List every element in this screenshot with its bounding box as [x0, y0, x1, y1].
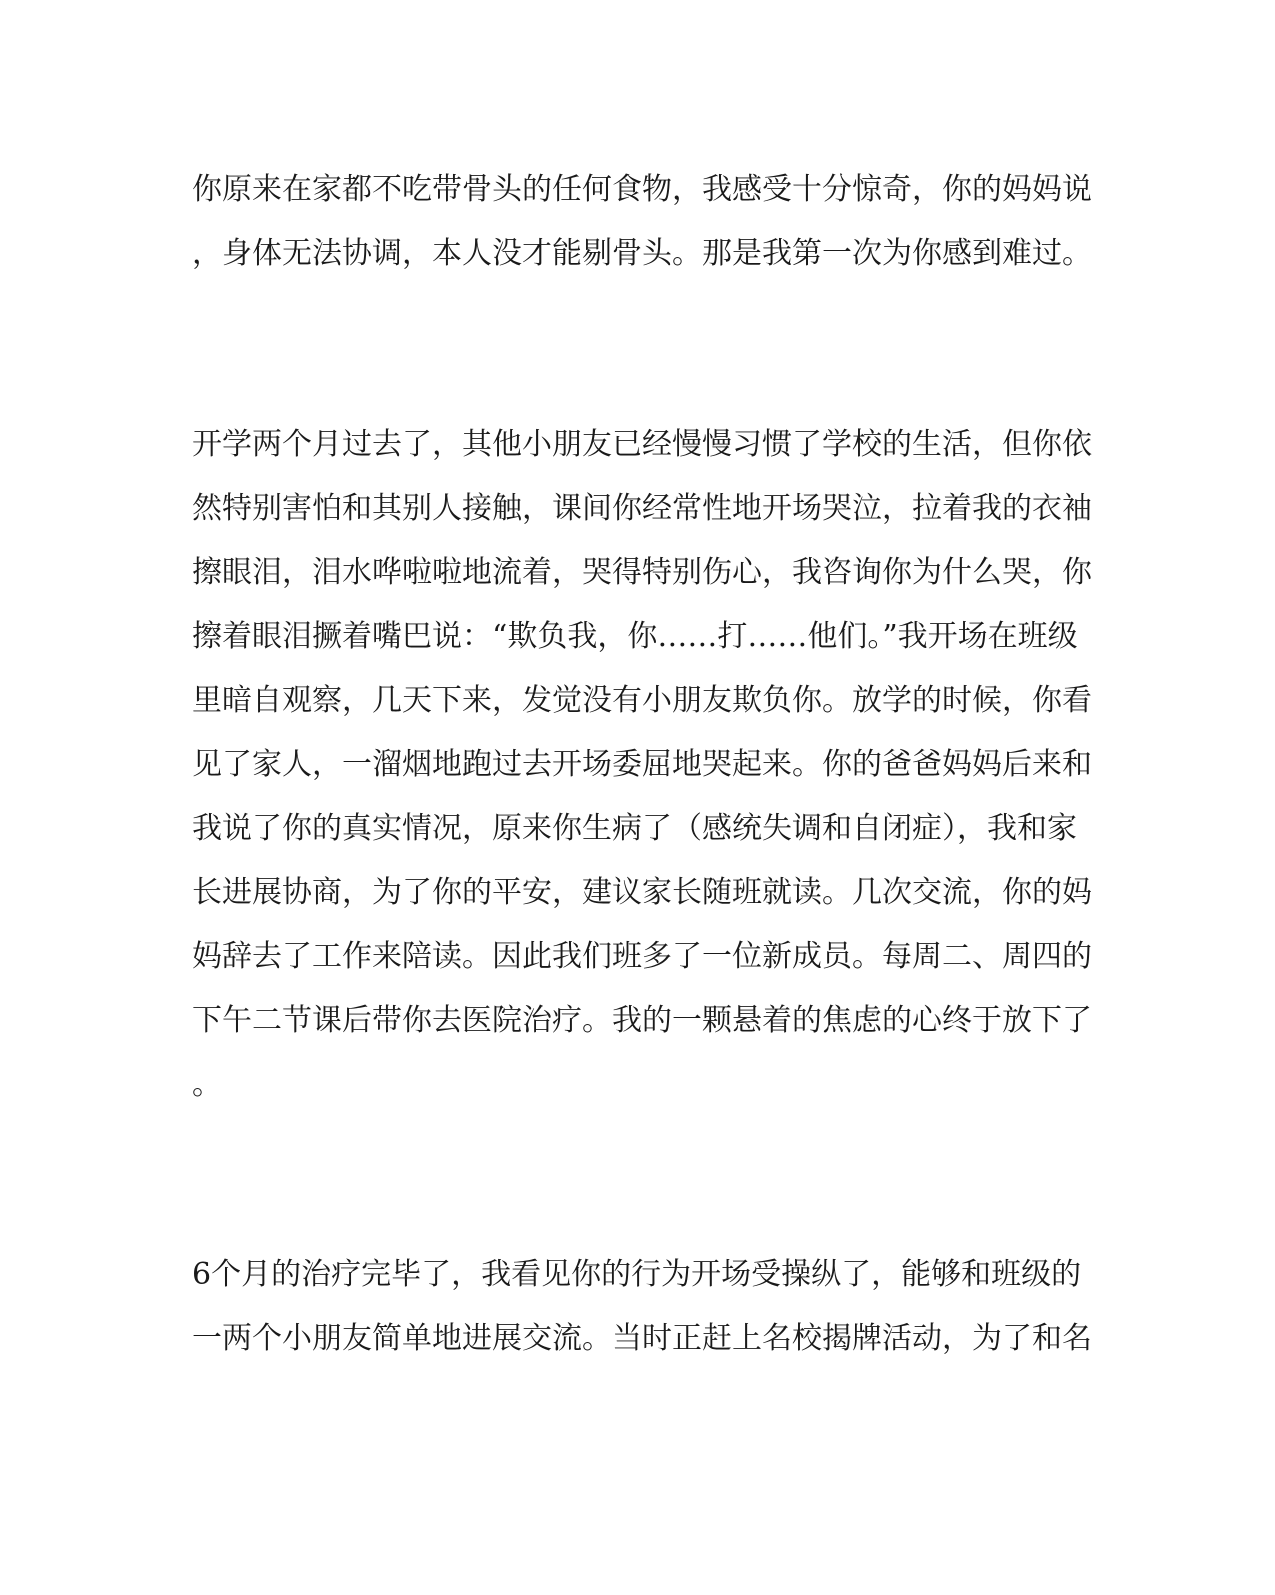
text-line: ，身体无法协调，本人没才能剔骨头。那是我第一次为你感到难过。: [192, 236, 1092, 271]
text-line: 一两个小朋友简单地进展交流。当时正赶上名校揭牌活动，为了和名: [192, 1321, 1092, 1356]
text-line: 擦眼泪，泪水哗啦啦地流着，哭得特别伤心，我咨询你为什么哭，你: [192, 555, 1092, 590]
text-line: 。: [192, 1067, 222, 1102]
text-line: 妈辞去了工作来陪读。因此我们班多了一位新成员。每周二、周四的: [192, 939, 1092, 974]
text-line: 见了家人，一溜烟地跑过去开场委屈地哭起来。你的爸爸妈妈后来和: [192, 747, 1092, 782]
text-line: 6个月的治疗完毕了，我看见你的行为开场受操纵了，能够和班级的: [192, 1257, 1082, 1292]
text-line: 擦着眼泪撅着嘴巴说：“欺负我，你……打……他们。”我开场在班级: [192, 619, 1078, 654]
text-line: 你原来在家都不吃带骨头的任何食物，我感受十分惊奇，你的妈妈说: [192, 172, 1092, 207]
text-line: 然特别害怕和其别人接触，课间你经常性地开场哭泣，拉着我的衣袖: [192, 491, 1092, 526]
text-line: 里暗自观察，几天下来，发觉没有小朋友欺负你。放学的时候，你看: [192, 683, 1092, 718]
text-line: 长进展协商，为了你的平安，建议家长随班就读。几次交流，你的妈: [192, 875, 1092, 910]
text-line: 下午二节课后带你去医院治疗。我的一颗悬着的焦虑的心终于放下了: [192, 1003, 1092, 1038]
text-line: 开学两个月过去了，其他小朋友已经慢慢习惯了学校的生活，但你依: [192, 427, 1092, 462]
text-line: 我说了你的真实情况，原来你生病了（感统失调和自闭症），我和家: [192, 811, 1077, 846]
